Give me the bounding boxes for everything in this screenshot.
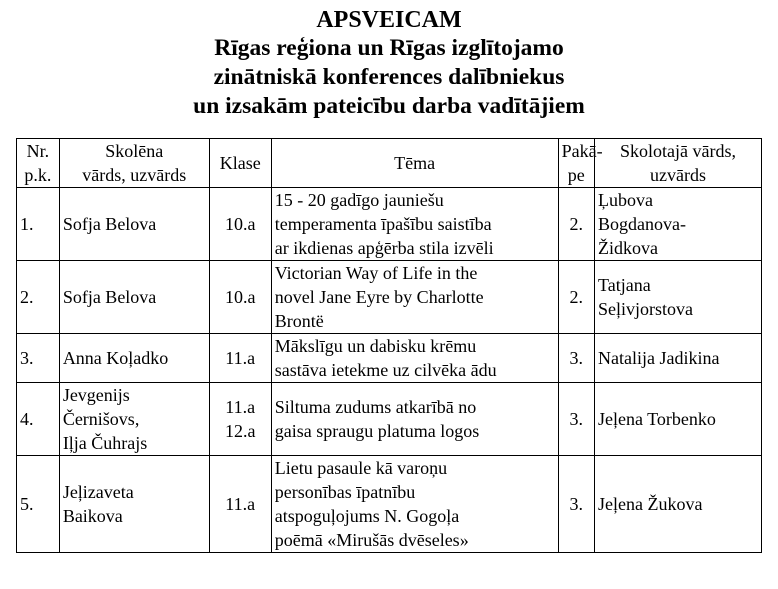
cell-topic: Lietu pasaule kā varoņu personības īpatnību atspoguļojums N. Gogoļa poēmā «Mirušās dvēseles» (271, 456, 558, 553)
heading-line-2: zinātniskā konferences dalībniekus (213, 64, 565, 90)
cell-class: 11.a (209, 456, 271, 553)
cell-nr: 3. (17, 334, 60, 383)
table-row (17, 456, 762, 553)
cell-teacher: Ļubova Bogdanova- Židkova (594, 188, 761, 261)
cell-nr: 2. (17, 261, 60, 334)
cell-topic: 15 - 20 gadīgo jauniešu temperamenta īpašību saistība ar ikdienas apģērba stila izvēli (271, 188, 558, 261)
table-row (17, 188, 762, 261)
cell-class: 11.a 12.a (209, 383, 271, 456)
header-teacher: Skolotajā vārds, uzvārds (594, 139, 761, 188)
document-heading (0, 6, 778, 121)
cell-student: Sofja Belova (59, 261, 209, 334)
cell-teacher: Natalija Jadikina (594, 334, 761, 383)
heading-title: APSVEICAM (316, 7, 462, 33)
cell-level: 2. (558, 261, 594, 334)
cell-level: 3. (558, 456, 594, 553)
cell-nr: 5. (17, 456, 60, 553)
cell-class: 10.a (209, 261, 271, 334)
cell-teacher: Tatjana Seļivjorstova (594, 261, 761, 334)
table-row (17, 261, 762, 334)
table-row (17, 334, 762, 383)
cell-teacher: Jeļena Žukova (594, 456, 761, 553)
cell-level: 3. (558, 334, 594, 383)
cell-student: Jeļizaveta Baikova (59, 456, 209, 553)
heading-line-3: un izsakām pateicību darba vadītājiem (193, 93, 585, 119)
cell-nr: 1. (17, 188, 60, 261)
header-class: Klase (209, 139, 271, 188)
heading-line-1: Rīgas reģiona un Rīgas izglītojamo (214, 35, 564, 61)
table-header-row (17, 139, 762, 188)
header-nr: Nr. p.k. (17, 139, 60, 188)
header-student: Skolēna vārds, uzvārds (59, 139, 209, 188)
cell-class: 10.a (209, 188, 271, 261)
cell-student: Sofja Belova (59, 188, 209, 261)
cell-nr: 4. (17, 383, 60, 456)
table-row (17, 383, 762, 456)
cell-level: 3. (558, 383, 594, 456)
cell-topic: Victorian Way of Life in the novel Jane Eyre by Charlotte Brontë (271, 261, 558, 334)
cell-class: 11.a (209, 334, 271, 383)
cell-topic: Mākslīgu un dabisku krēmu sastāva ietekme uz cilvēka ādu (271, 334, 558, 383)
header-level: Pakā- pe (558, 139, 594, 188)
cell-teacher: Jeļena Torbenko (594, 383, 761, 456)
cell-topic: Siltuma zudums atkarībā no gaisa spraugu platuma logos (271, 383, 558, 456)
participants-table (16, 138, 762, 553)
cell-student: Anna Koļadko (59, 334, 209, 383)
cell-level: 2. (558, 188, 594, 261)
cell-student: Jevgenijs Černišovs, Iļja Čuhrajs (59, 383, 209, 456)
header-topic: Tēma (271, 139, 558, 188)
